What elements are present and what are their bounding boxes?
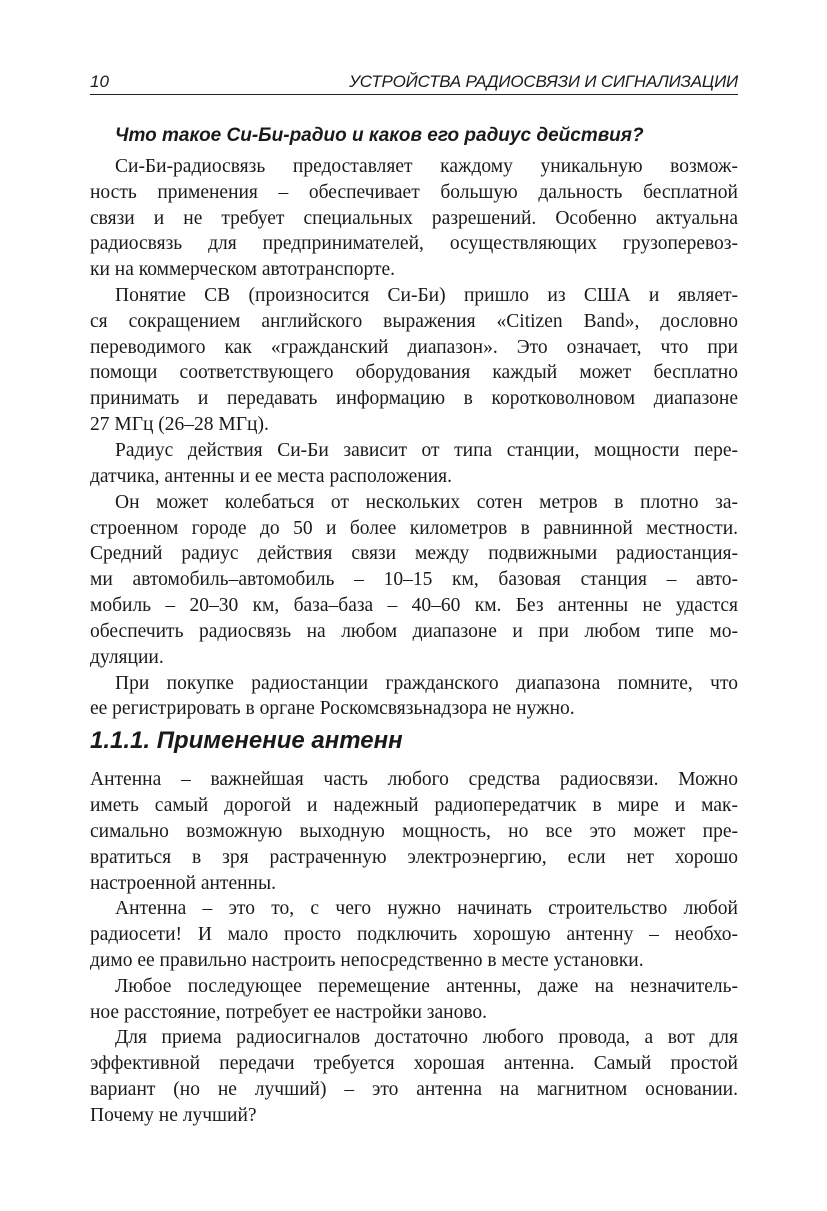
text-line: ность применения – обеспечивает большую дальность бесплатной xyxy=(90,182,738,203)
text-line: симально возможную выходную мощность, но все это может пре- xyxy=(90,821,738,842)
text-line: Антенна – важнейшая часть любого средства радиосвязи. Можно xyxy=(90,769,738,790)
text-line: переводимого как «гражданский диапазон». Это означает, что при xyxy=(90,337,738,358)
text-line: иметь самый дорогой и надежный радиопередатчик в мире и мак- xyxy=(90,795,738,816)
text-line: ся сокращением английского выражения «Citizen Band», дословно xyxy=(90,311,738,332)
text-line: вратиться в зря растраченную электроэнергию, если нет хорошо xyxy=(90,847,738,868)
text-line: Средний радиус действия связи между подвижными радиостанция- xyxy=(90,543,738,564)
text-line: настроенной антенны. xyxy=(90,873,276,894)
text-line: мобиль – 20–30 км, база–база – 40–60 км. Без антенны не удастся xyxy=(90,595,738,616)
text-line: Си-Би-радиосвязь предоставляет каждому уникальную возмож- xyxy=(115,156,738,177)
text-line: радиосвязь для предпринимателей, осуществляющих грузоперевоз- xyxy=(90,233,738,254)
text-line: радиосети! И мало просто подключить хорошую антенну – необхо- xyxy=(90,924,738,945)
text-line: Радиус действия Си-Би зависит от типа станции, мощности пере- xyxy=(115,440,738,461)
section-title: 1.1.1. Применение антенн xyxy=(90,727,403,754)
text-line: 27 МГц (26–28 МГц). xyxy=(90,414,269,435)
text-line: датчика, антенны и ее места расположения. xyxy=(90,466,453,487)
text-line: помощи соответствующего оборудования каждый может бесплатно xyxy=(90,362,738,383)
text-line: ее регистрировать в органе Роскомсвязьнадзора не нужно. xyxy=(90,698,575,719)
page-number: 10 xyxy=(90,72,109,91)
text-line: Понятие СВ (произносится Си-Би) пришло из США и являет- xyxy=(115,285,738,306)
text-line: вариант (но не лучший) – это антенна на магнитном основании. xyxy=(90,1079,738,1100)
text-line: ки на коммерческом автотранспорте. xyxy=(90,259,396,280)
text-line: При покупке радиостанции гражданского диапазона помните, что xyxy=(115,673,738,694)
text-line: дуляции. xyxy=(90,647,164,668)
text-line: связи и не требует специальных разрешений. Особенно актуальна xyxy=(90,208,738,229)
text-line: Любое последующее перемещение антенны, даже на незначитель- xyxy=(115,976,738,997)
text-line: Почему не лучший? xyxy=(90,1105,257,1126)
text-line: Он может колебаться от нескольких сотен метров в плотно за- xyxy=(115,492,738,513)
text-line: обеспечить радиосвязь на любом диапазоне и при любом типе мо- xyxy=(90,621,738,642)
text-line: ми автомобиль–автомобиль – 10–15 км, базовая станция – авто- xyxy=(90,569,738,590)
text-line: ное расстояние, потребует ее настройки заново. xyxy=(90,1002,488,1023)
text-line: димо ее правильно настроить непосредственно в месте установки. xyxy=(90,950,644,971)
text-line: строенном городе до 50 и более километров в равнинной местности. xyxy=(90,518,738,539)
running-title: УСТРОЙСТВА РАДИОСВЯЗИ И СИГНАЛИЗАЦИИ xyxy=(349,72,738,91)
text-line: Антенна – это то, с чего нужно начинать строительство любой xyxy=(115,898,738,919)
text-line: принимать и передавать информацию в коротковолновом диапазоне xyxy=(90,388,738,409)
subheading: Что такое Си-Би-радио и каков его радиус действия? xyxy=(115,125,644,146)
running-header xyxy=(90,70,738,95)
text-line: эффективной передачи требуется хорошая антенна. Самый простой xyxy=(90,1053,738,1074)
text-line: Для приема радиосигналов достаточно любого провода, а вот для xyxy=(115,1027,738,1048)
